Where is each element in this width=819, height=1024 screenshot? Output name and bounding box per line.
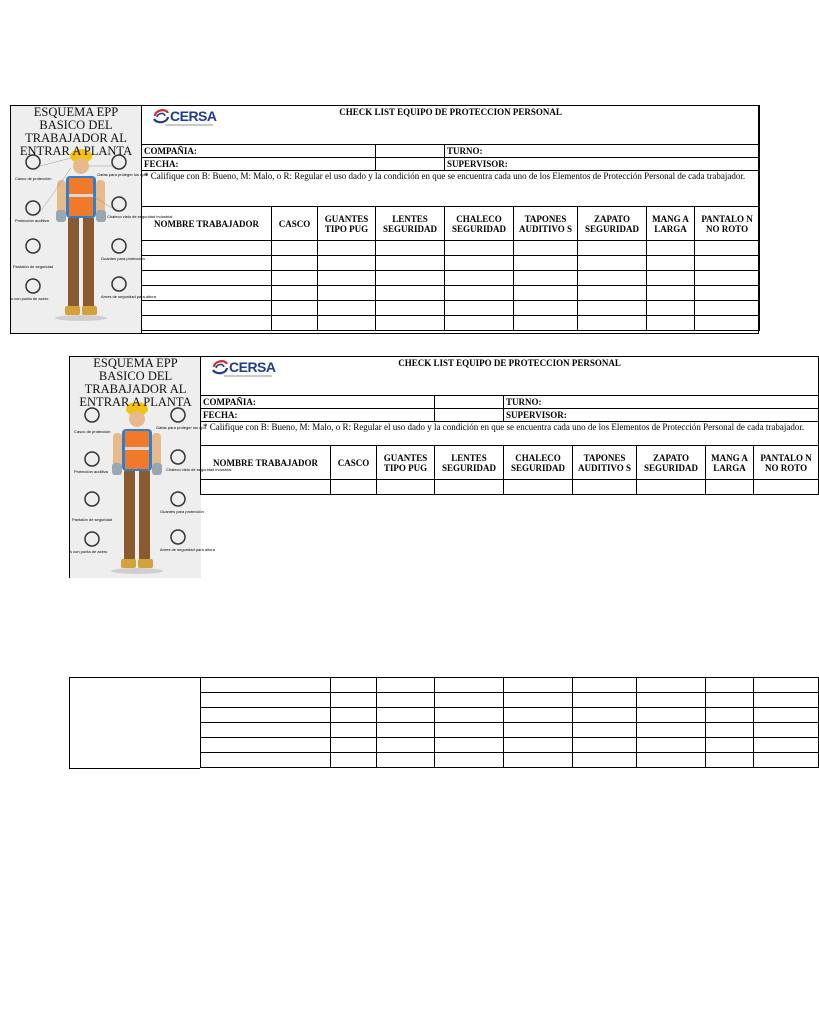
cell[interactable]	[647, 301, 695, 316]
cell[interactable]	[445, 286, 514, 301]
cell[interactable]	[318, 301, 376, 316]
cell[interactable]	[435, 708, 504, 723]
cell[interactable]	[201, 753, 331, 768]
cell[interactable]	[754, 693, 819, 708]
cell[interactable]	[445, 301, 514, 316]
cell[interactable]	[377, 708, 435, 723]
label-arnes: Arnes de seguridad para altura	[160, 547, 215, 552]
col-tapones: TAPONES AUDITIVO S	[514, 207, 578, 241]
cell[interactable]	[573, 723, 637, 738]
cell[interactable]	[272, 286, 318, 301]
cell[interactable]	[514, 271, 578, 286]
col-manga: MANG A LARGA	[647, 207, 695, 241]
logo-text: CERSA	[170, 108, 217, 124]
cell[interactable]	[573, 678, 637, 693]
label-arnes: Arnes de seguridad para altura	[101, 294, 156, 299]
col-lentes: LENTES SEGURIDAD	[435, 446, 504, 480]
cell[interactable]	[272, 256, 318, 271]
table-row	[201, 708, 819, 723]
col-guantes: GUANTES TIPO PUG	[318, 207, 376, 241]
cell[interactable]	[377, 738, 435, 753]
scheme-title	[11, 106, 141, 158]
checklist-form-1	[10, 105, 759, 334]
cell[interactable]	[376, 241, 445, 256]
cell[interactable]	[331, 678, 377, 693]
cell[interactable]	[578, 301, 647, 316]
rating-instructions: * Califique con B: Bueno, M: Malo, o R: Regular el uso dado y la condición en que se encuentra cada uno de los Elementos de Protección Personal de cada trabajador.	[201, 422, 819, 446]
cell[interactable]	[647, 271, 695, 286]
cell[interactable]	[637, 753, 706, 768]
compania-label: COMPAÑIA:	[142, 145, 376, 158]
compania-value[interactable]	[435, 396, 504, 409]
checklist-table	[141, 105, 760, 331]
cell[interactable]	[637, 708, 706, 723]
cell[interactable]	[377, 678, 435, 693]
table-row	[142, 241, 760, 256]
compania-value[interactable]	[376, 145, 445, 158]
label-gafas: Gafas para proteger los ojos	[156, 425, 207, 430]
table-row	[201, 678, 819, 693]
scheme-title-line: TRABAJADOR AL	[84, 382, 187, 396]
cell[interactable]	[318, 241, 376, 256]
cell[interactable]	[445, 256, 514, 271]
cell[interactable]	[201, 693, 331, 708]
cell[interactable]	[201, 723, 331, 738]
cell[interactable]	[376, 256, 445, 271]
logo-tagline	[165, 124, 213, 126]
col-tapones: TAPONES AUDITIVO S	[573, 446, 637, 480]
col-zapato: ZAPATO SEGURIDAD	[637, 446, 706, 480]
cell[interactable]	[331, 753, 377, 768]
cell[interactable]	[514, 301, 578, 316]
table-row	[142, 301, 760, 316]
cell[interactable]	[272, 316, 318, 331]
cell[interactable]	[504, 708, 573, 723]
label-guantes: Guantes para protección	[101, 256, 145, 261]
col-zapato: ZAPATO SEGURIDAD	[578, 207, 647, 241]
cell[interactable]	[435, 723, 504, 738]
cell[interactable]	[573, 708, 637, 723]
cell[interactable]	[514, 286, 578, 301]
checklist-form-2	[69, 356, 812, 776]
supervisor-label: SUPERVISOR:	[504, 409, 819, 422]
col-pantalon: PANTALO N NO ROTO	[695, 207, 760, 241]
scheme-title-line: ENTRAR A PLANTA	[79, 395, 192, 409]
cell[interactable]	[377, 723, 435, 738]
cell[interactable]	[331, 480, 377, 495]
label-botas: s con punta de acero	[70, 549, 108, 554]
cell[interactable]	[272, 301, 318, 316]
cell[interactable]	[695, 316, 760, 331]
checklist-table	[200, 356, 819, 495]
cell[interactable]	[376, 271, 445, 286]
cell[interactable]	[376, 316, 445, 331]
col-casco: CASCO	[272, 207, 318, 241]
cell[interactable]	[201, 708, 331, 723]
title-row	[201, 357, 819, 396]
cell[interactable]	[637, 723, 706, 738]
cell[interactable]	[754, 753, 819, 768]
col-nombre-trabajador: NOMBRE TRABAJADOR	[201, 446, 331, 480]
cell[interactable]	[435, 678, 504, 693]
scheme-title-line: TRABAJADOR AL	[25, 131, 127, 145]
cell[interactable]	[377, 480, 435, 495]
scheme-title-line: ESQUEMA EPP	[33, 105, 119, 119]
cell[interactable]	[695, 241, 760, 256]
turno-label: TURNO:	[445, 145, 760, 158]
scheme-title-line: ESQUEMA EPP	[93, 356, 178, 370]
swirl-icon	[152, 108, 170, 124]
cell[interactable]	[695, 271, 760, 286]
cell[interactable]	[647, 316, 695, 331]
scheme-title-line: BASICO DEL	[98, 369, 173, 383]
lower-grid-table	[200, 677, 819, 768]
cell[interactable]	[331, 693, 377, 708]
cell[interactable]	[706, 678, 754, 693]
cell[interactable]	[754, 708, 819, 723]
compania-label: COMPAÑIA:	[201, 396, 435, 409]
col-chaleco: CHALECO SEGURIDAD	[445, 207, 514, 241]
cell[interactable]	[637, 480, 706, 495]
cell[interactable]	[754, 480, 819, 495]
cell[interactable]	[377, 753, 435, 768]
cell[interactable]	[435, 738, 504, 753]
table-row	[201, 693, 819, 708]
cell[interactable]	[142, 256, 272, 271]
cell[interactable]	[272, 241, 318, 256]
col-guantes: GUANTES TIPO PUG	[377, 446, 435, 480]
table-row	[142, 271, 760, 286]
cell[interactable]	[754, 678, 819, 693]
cell[interactable]	[637, 738, 706, 753]
cell[interactable]	[514, 241, 578, 256]
cell[interactable]	[647, 241, 695, 256]
cell[interactable]	[647, 286, 695, 301]
cell[interactable]	[706, 753, 754, 768]
cell[interactable]	[142, 241, 272, 256]
cell[interactable]	[578, 256, 647, 271]
cell[interactable]	[376, 301, 445, 316]
cell[interactable]	[318, 286, 376, 301]
cell[interactable]	[706, 480, 754, 495]
table-row	[142, 256, 760, 271]
cell[interactable]	[637, 678, 706, 693]
cell[interactable]	[201, 678, 331, 693]
cell[interactable]	[318, 256, 376, 271]
cell[interactable]	[504, 753, 573, 768]
cell[interactable]	[331, 738, 377, 753]
table-row	[201, 480, 819, 495]
cell[interactable]	[695, 256, 760, 271]
col-nombre-trabajador: NOMBRE TRABAJADOR	[142, 207, 272, 241]
cell[interactable]	[514, 256, 578, 271]
col-lentes: LENTES SEGURIDAD	[376, 207, 445, 241]
cell[interactable]	[445, 241, 514, 256]
cell[interactable]	[504, 723, 573, 738]
cell[interactable]	[377, 693, 435, 708]
col-casco: CASCO	[331, 446, 377, 480]
label-botas: s con punta de acero	[11, 296, 49, 301]
scheme-title-line: ENTRAR A PLANTA	[19, 144, 133, 158]
label-gafas: Gafas para proteger los ojos	[97, 172, 148, 177]
cell[interactable]	[754, 738, 819, 753]
col-chaleco: CHALECO SEGURIDAD	[504, 446, 573, 480]
cell[interactable]	[514, 316, 578, 331]
cell[interactable]	[706, 738, 754, 753]
cell[interactable]	[435, 480, 504, 495]
cersa-logo	[211, 359, 276, 375]
cell[interactable]	[142, 286, 272, 301]
fecha-label: FECHA:	[142, 158, 376, 171]
table-row	[201, 753, 819, 768]
fecha-label: FECHA:	[201, 409, 435, 422]
cell[interactable]	[504, 738, 573, 753]
cell[interactable]	[573, 738, 637, 753]
document-title: CHECK LIST EQUIPO DE PROTECCION PERSONAL	[339, 107, 562, 117]
cell[interactable]	[695, 286, 760, 301]
cell[interactable]	[376, 286, 445, 301]
cell[interactable]	[272, 271, 318, 286]
cell[interactable]	[331, 723, 377, 738]
title-row	[142, 106, 760, 145]
rating-instructions: * Califique con B: Bueno, M: Malo, o R: Regular el uso dado y la condición en que se encuentra cada uno de los Elementos de Protección Personal de cada trabajador.	[142, 171, 760, 207]
cell[interactable]	[706, 708, 754, 723]
fecha-value[interactable]	[435, 409, 504, 422]
cell[interactable]	[573, 693, 637, 708]
label-chaleco: Chaleco visto de seguridad industrial	[107, 214, 173, 219]
logo-tagline	[224, 375, 272, 377]
label-chaleco: Chaleco visto de seguridad industrial	[166, 467, 232, 472]
cell[interactable]	[647, 256, 695, 271]
swirl-icon	[211, 359, 229, 375]
label-auditiva: Protección auditiva	[15, 218, 49, 223]
cell[interactable]	[573, 753, 637, 768]
col-pantalon: PANTALO N NO ROTO	[754, 446, 819, 480]
cell[interactable]	[504, 678, 573, 693]
logo-text: CERSA	[229, 359, 276, 375]
cell[interactable]	[504, 693, 573, 708]
cell[interactable]	[142, 301, 272, 316]
label-pantalon: Pantalón de seguridad	[13, 264, 54, 269]
cell[interactable]	[706, 723, 754, 738]
cell[interactable]	[318, 316, 376, 331]
col-manga: MANG A LARGA	[706, 446, 754, 480]
cell[interactable]	[706, 693, 754, 708]
cell[interactable]	[331, 708, 377, 723]
cell[interactable]	[637, 693, 706, 708]
scheme-title-line: BASICO DEL	[39, 118, 113, 132]
cell[interactable]	[142, 271, 272, 286]
cell[interactable]	[578, 241, 647, 256]
cersa-logo	[152, 108, 217, 124]
label-pantalon: Pantalón de seguridad	[72, 517, 113, 522]
cell[interactable]	[573, 480, 637, 495]
cell[interactable]	[504, 480, 573, 495]
table-row	[201, 723, 819, 738]
cell[interactable]	[201, 738, 331, 753]
supervisor-label: SUPERVISOR:	[445, 158, 760, 171]
document-title: CHECK LIST EQUIPO DE PROTECCION PERSONAL	[398, 358, 621, 368]
cell[interactable]	[435, 753, 504, 768]
cell[interactable]	[754, 723, 819, 738]
cell[interactable]	[578, 271, 647, 286]
cell[interactable]	[201, 480, 331, 495]
cell[interactable]	[578, 286, 647, 301]
table-row	[142, 316, 760, 331]
cell[interactable]	[435, 693, 504, 708]
lower-grid-frame	[69, 677, 200, 769]
label-guantes: Guantes para protección	[160, 509, 204, 514]
fecha-value[interactable]	[376, 158, 445, 171]
cell[interactable]	[578, 316, 647, 331]
label-casco: Casco de protección	[15, 176, 52, 181]
table-row	[201, 738, 819, 753]
label-auditiva: Protección auditiva	[74, 469, 108, 474]
cell[interactable]	[318, 271, 376, 286]
label-casco: Casco de protección	[74, 429, 111, 434]
cell[interactable]	[445, 271, 514, 286]
cell[interactable]	[445, 316, 514, 331]
table-row	[142, 286, 760, 301]
turno-label: TURNO:	[504, 396, 819, 409]
scheme-title	[70, 357, 201, 409]
cell[interactable]	[695, 301, 760, 316]
cell[interactable]	[142, 316, 272, 331]
